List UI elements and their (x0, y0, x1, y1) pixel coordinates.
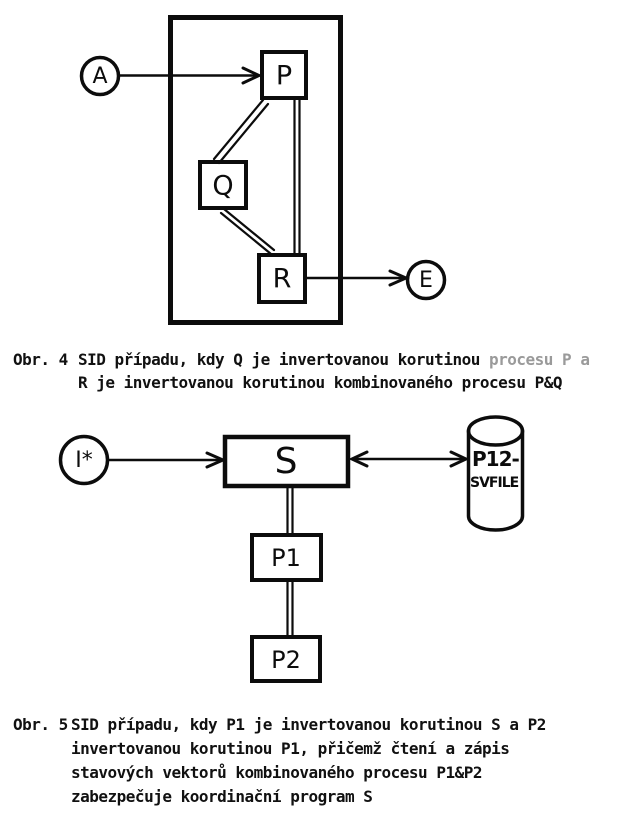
fig4-caption-label: Obr. 4 (13, 350, 68, 369)
fig5-caption-label: Obr. 5 (13, 715, 68, 734)
fig4-caption-line1-faded: procesu P a (488, 350, 590, 369)
fig4-node-r-label: R (272, 263, 292, 295)
fig5-datastore-label-line1: P12- (472, 447, 519, 471)
fig5-node-p2-label: P2 (271, 646, 301, 674)
fig4-edge-p-q-line2 (219, 104, 268, 163)
fig5-node-s-label: S (274, 441, 298, 482)
fig5-caption-line4: zabezpečuje koordinační program S (71, 787, 373, 806)
fig5-node-p1-label: P1 (271, 544, 301, 572)
fig5-node-i-label: I* (75, 448, 93, 473)
fig4-edge-q-r-line1 (224, 209, 274, 250)
fig5-datastore-cylinder-top (469, 417, 523, 445)
fig4-caption-line1-main: SID případu, kdy Q je invertovanou korutinou (78, 350, 480, 369)
fig5-caption-line3: stavových vektorů kombinovaného procesu P1&P2 (71, 763, 482, 782)
fig5-caption-line1: SID případu, kdy P1 je invertovanou korutinou S a P2 (71, 715, 546, 734)
fig4-node-p-label: P (275, 60, 293, 92)
fig5-datastore-label-line2: SVFILE (470, 475, 519, 491)
fig4-caption-line1-space (480, 350, 489, 369)
fig4-caption-line1 (78, 352, 589, 368)
fig4-caption-line2: R je invertovanou korutinou kombinovaného procesu P&Q (78, 373, 563, 392)
fig4-node-q-label: Q (212, 170, 234, 202)
fig5-caption-line2: invertovanou korutinou P1, přičemž čtení a zápis (71, 739, 510, 758)
fig4-edge-q-r-line2 (221, 213, 271, 254)
fig4-node-a-label: A (92, 64, 108, 89)
fig4-edge-p-q-line1 (214, 100, 263, 159)
fig4-node-e-label: E (419, 268, 433, 293)
